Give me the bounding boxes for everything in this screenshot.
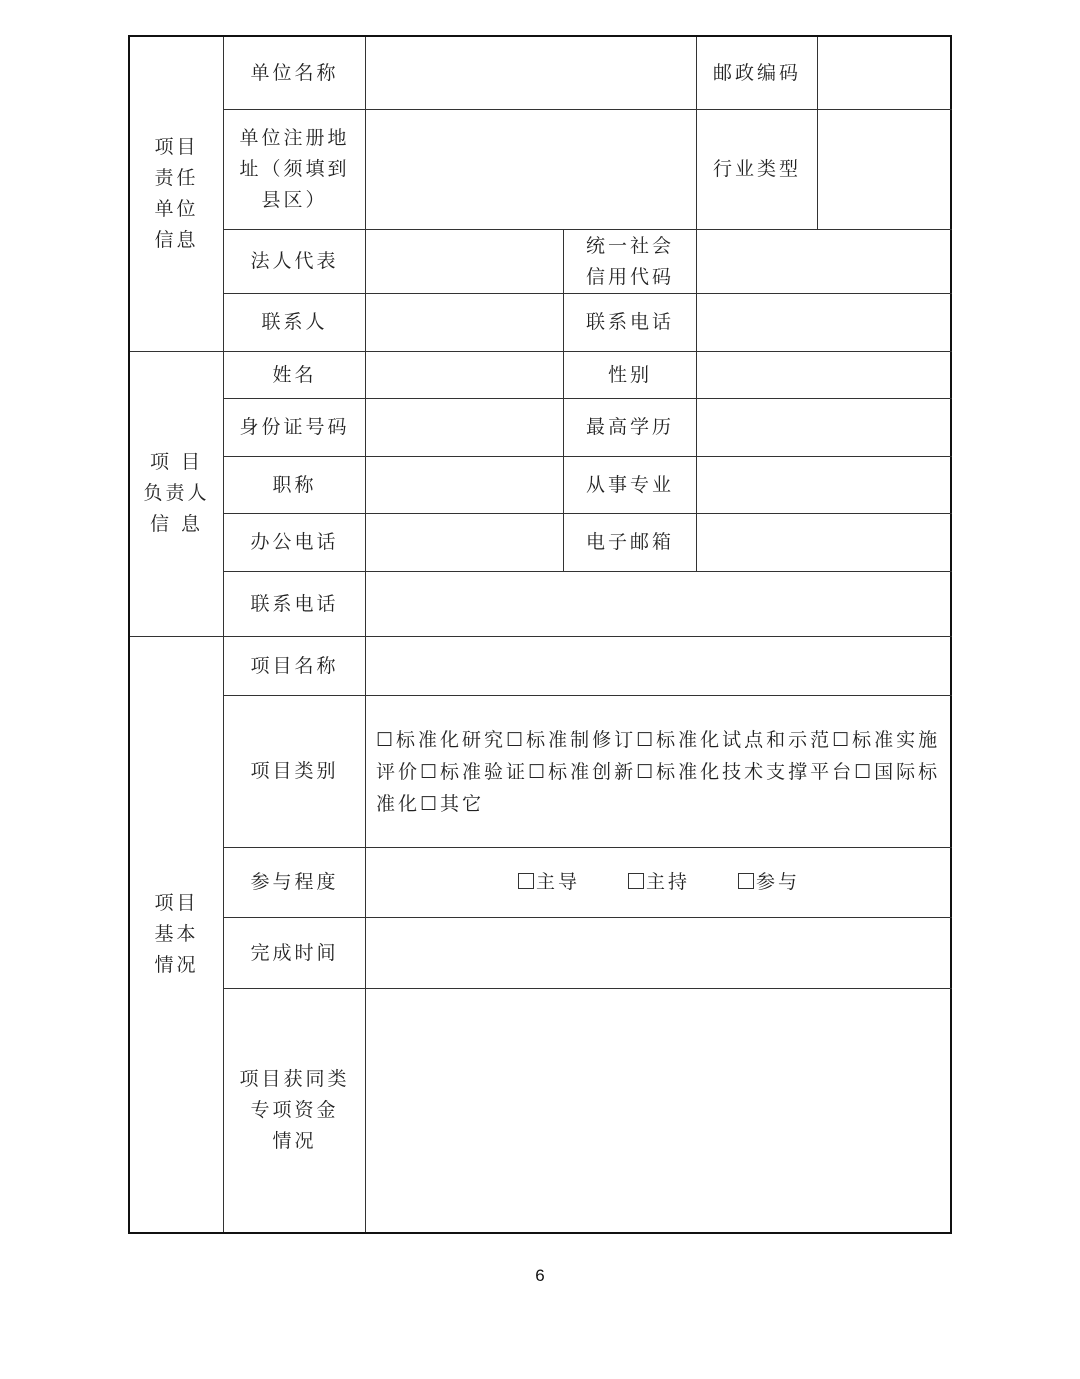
participation-option-host[interactable] xyxy=(628,867,690,898)
completion-time-label: 完成时间 xyxy=(250,941,339,964)
industry-type-label: 行业类型 xyxy=(712,158,801,180)
gender-label: 性别 xyxy=(607,363,652,386)
legal-representative-label: 法人代表 xyxy=(250,250,339,272)
leader-name-label: 姓名 xyxy=(272,363,317,386)
registered-address-field[interactable] xyxy=(366,110,696,229)
participation-option-lead[interactable] xyxy=(518,867,580,898)
checkbox-icon[interactable] xyxy=(738,873,754,889)
participation-label: 参与程度 xyxy=(250,871,339,893)
checkbox-icon[interactable] xyxy=(628,873,644,889)
section-label-unit-info: 项目 责任 单位 信息 xyxy=(154,136,199,251)
participation-option-participate[interactable] xyxy=(738,867,800,898)
participation-option-participate-label: 参与 xyxy=(756,871,801,893)
professional-title-field[interactable] xyxy=(366,457,563,513)
industry-type-field[interactable] xyxy=(818,110,952,229)
project-category-label: 项目类别 xyxy=(250,760,339,782)
contact-person-field[interactable] xyxy=(366,294,563,351)
postcode-field[interactable] xyxy=(818,37,952,109)
registered-address-label: 单位注册地 址（须填到 县区） xyxy=(239,127,350,211)
participation-option-lead-label: 主导 xyxy=(535,871,580,893)
office-phone-field[interactable] xyxy=(366,514,563,571)
specialty-field[interactable] xyxy=(697,457,952,513)
professional-title-label: 职称 xyxy=(272,473,317,496)
project-name-field[interactable] xyxy=(366,637,952,695)
section-label-project-info: 项目 基本 情况 xyxy=(154,891,199,976)
credit-code-label: 统一社会 信用代码 xyxy=(585,234,674,288)
education-label: 最高学历 xyxy=(585,416,674,438)
gender-field[interactable] xyxy=(697,352,952,398)
postcode-label: 邮政编码 xyxy=(712,61,801,84)
contact-person-label: 联系人 xyxy=(261,311,328,333)
unit-name-label: 单位名称 xyxy=(250,61,339,84)
project-category-options[interactable]: ☐标准化研究☐标准制修订☐标准化试点和示范☐标准实施评价☐标准验证☐标准创新☐标准化技术支撑平台☐国际标准化☐其它 xyxy=(376,728,941,815)
checkbox-icon[interactable] xyxy=(518,873,534,889)
legal-representative-field[interactable] xyxy=(366,230,563,293)
page-number: 6 xyxy=(535,1266,545,1285)
application-form-table xyxy=(128,35,952,1234)
credit-code-field[interactable] xyxy=(697,230,952,293)
project-name-label: 项目名称 xyxy=(250,654,339,677)
email-field[interactable] xyxy=(697,514,952,571)
education-field[interactable] xyxy=(697,399,952,456)
specialty-label: 从事专业 xyxy=(585,473,674,496)
participation-options xyxy=(366,848,952,917)
id-number-field[interactable] xyxy=(366,399,563,456)
leader-phone-field[interactable] xyxy=(366,572,952,636)
participation-option-host-label: 主持 xyxy=(645,871,690,893)
leader-phone-label: 联系电话 xyxy=(250,592,339,615)
unit-name-field[interactable] xyxy=(366,37,696,109)
completion-time-field[interactable] xyxy=(366,918,952,988)
office-phone-label: 办公电话 xyxy=(250,531,339,553)
funding-status-field[interactable] xyxy=(366,989,952,1232)
section-label-leader-info: 项 目 负责人 信 息 xyxy=(143,451,210,535)
id-number-label: 身份证号码 xyxy=(239,416,350,438)
email-label: 电子邮箱 xyxy=(585,531,674,553)
contact-phone-label: 联系电话 xyxy=(585,311,674,333)
funding-status-label: 项目获同类 专项资金 情况 xyxy=(239,1068,350,1152)
contact-phone-field[interactable] xyxy=(697,294,952,351)
leader-name-field[interactable] xyxy=(366,352,563,398)
